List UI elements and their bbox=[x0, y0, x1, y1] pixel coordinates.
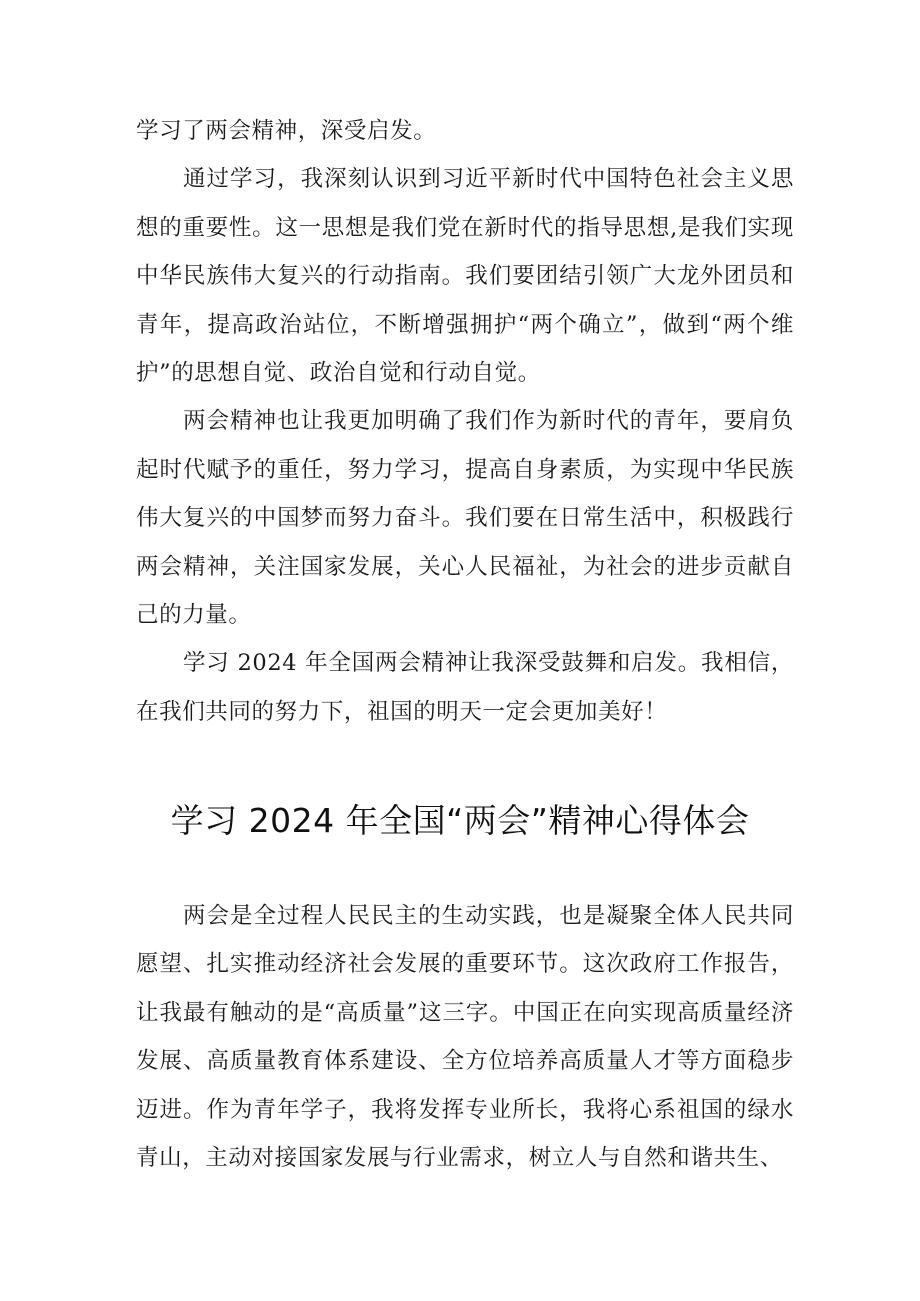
essay-section-1 bbox=[136, 107, 794, 736]
paragraph-continuation: 学习了两会精神，深受启发。 bbox=[136, 118, 437, 144]
paragraph-youth-responsibility: 两会精神也让我更加明确了我们作为新时代的青年，要肩负起时代赋予的重任，努力学习，提高自身素质，为实现中华民族伟大复兴的中国梦而努力奋斗。我们要在日常生活中，积极践行两会精神，关注国家发展，关心人民福祉，为社会的进步贡献自己的力量。 bbox=[136, 408, 794, 629]
paragraph-conclusion: 学习 2024 年全国两会精神让我深受鼓舞和启发。我相信，在我们共同的努力下，祖国的明天一定会更加美好！ bbox=[136, 650, 794, 725]
paragraph-study-thought: 通过学习，我深刻认识到习近平新时代中国特色社会主义思想的重要性。这一思想是我们党在新时代的指导思想,是我们实现中华民族伟大复兴的行动指南。我们要团结引领广大龙外团员和青年，提高政治站位，不断增强拥护“两个确立”，做到“两个维护”的思想自觉、政治自觉和行动自觉。 bbox=[136, 166, 794, 387]
section-heading: 学习 2024 年全国“两会”精神心得体会 bbox=[170, 801, 750, 840]
essay-section-2 bbox=[136, 892, 794, 1182]
paragraph-high-quality: 两会是全过程人民民主的生动实践，也是凝聚全体人民共同愿望、扎实推动经济社会发展的重要环节。这次政府工作报告，让我最有触动的是“高质量”这三字。中国正在向实现高质量经济发展、高质量教育体系建设、全方位培养高质量人才等方面稳步迈进。作为青年学子，我将发挥专业所长，我将心系祖国的绿水青山，主动对接国家发展与行业需求，树立人与自然和谐共生、 bbox=[136, 903, 794, 1172]
